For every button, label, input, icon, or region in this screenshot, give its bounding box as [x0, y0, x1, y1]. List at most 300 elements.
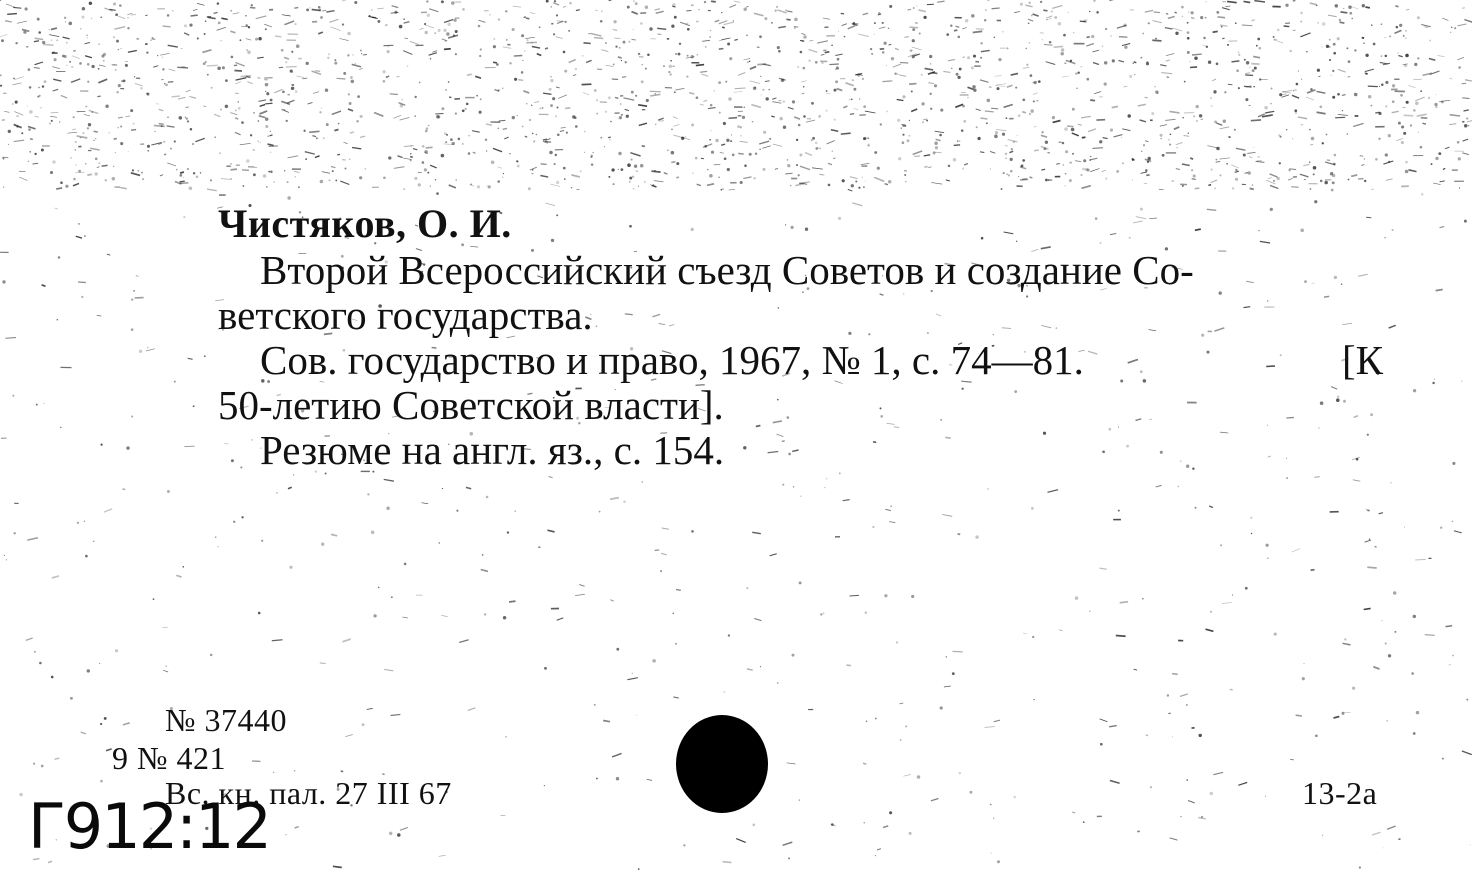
paper-speckle — [303, 130, 305, 132]
paper-speckle — [319, 111, 321, 113]
paper-speckle — [1153, 21, 1162, 23]
paper-speckle — [851, 184, 854, 187]
paper-speckle — [28, 128, 31, 131]
paper-speckle — [1120, 602, 1128, 603]
paper-speckle — [507, 531, 509, 533]
paper-speckle — [994, 135, 998, 139]
paper-speckle — [1102, 170, 1106, 172]
paper-speckle — [825, 52, 830, 53]
paper-speckle — [419, 82, 421, 84]
paper-speckle — [81, 732, 86, 734]
paper-speckle — [1423, 73, 1432, 75]
paper-speckle — [809, 49, 818, 52]
paper-speckle — [1087, 168, 1090, 171]
paper-speckle — [799, 581, 802, 584]
paper-speckle — [86, 35, 88, 37]
paper-speckle — [1405, 161, 1408, 164]
paper-speckle — [147, 347, 149, 349]
paper-speckle — [750, 81, 760, 84]
paper-speckle — [133, 123, 135, 125]
paper-speckle — [437, 115, 440, 118]
paper-speckle — [1451, 27, 1453, 29]
paper-speckle — [100, 780, 103, 783]
summary-line: Резюме на англ. яз., с. 154. — [260, 427, 725, 473]
paper-speckle — [441, 107, 444, 110]
paper-speckle — [190, 128, 193, 131]
paper-speckle — [655, 93, 656, 94]
paper-speckle — [509, 601, 515, 602]
paper-speckle — [99, 663, 100, 664]
paper-speckle — [49, 35, 59, 37]
paper-speckle — [1375, 546, 1377, 547]
paper-speckle — [1216, 123, 1222, 125]
paper-speckle — [897, 100, 904, 101]
paper-speckle — [1176, 169, 1180, 170]
paper-speckle — [554, 163, 556, 165]
paper-speckle — [513, 6, 521, 7]
paper-speckle — [19, 177, 27, 180]
paper-speckle — [997, 860, 1000, 863]
paper-speckle — [1353, 123, 1363, 126]
paper-speckle — [1464, 110, 1469, 111]
paper-speckle — [730, 140, 732, 142]
paper-speckle — [751, 105, 761, 108]
paper-speckle — [1003, 172, 1005, 174]
paper-speckle — [1223, 120, 1226, 123]
paper-speckle — [864, 822, 865, 823]
paper-speckle — [1245, 75, 1253, 76]
paper-speckle — [1140, 120, 1146, 122]
paper-speckle — [1072, 812, 1075, 813]
paper-speckle — [410, 153, 412, 155]
paper-speckle — [846, 83, 854, 86]
paper-speckle — [518, 80, 523, 81]
paper-speckle — [802, 93, 805, 94]
paper-speckle — [990, 804, 992, 806]
paper-speckle — [956, 73, 959, 76]
paper-speckle — [217, 27, 226, 30]
paper-speckle — [996, 84, 1006, 85]
paper-speckle — [51, 120, 53, 122]
paper-speckle — [728, 634, 730, 636]
paper-speckle — [343, 639, 351, 642]
paper-speckle — [759, 141, 769, 144]
paper-speckle — [2, 120, 5, 121]
paper-speckle — [897, 73, 898, 74]
paper-speckle — [704, 1, 706, 3]
paper-speckle — [72, 56, 80, 59]
paper-speckle — [179, 116, 183, 120]
paper-speckle — [647, 54, 650, 57]
paper-speckle — [950, 24, 952, 26]
paper-speckle — [69, 22, 73, 26]
paper-speckle — [935, 146, 938, 149]
paper-speckle — [260, 105, 265, 107]
paper-speckle — [186, 117, 188, 119]
paper-speckle — [240, 143, 251, 144]
paper-speckle — [119, 5, 120, 6]
paper-speckle — [959, 772, 961, 774]
paper-speckle — [172, 10, 174, 12]
paper-speckle — [1190, 67, 1197, 68]
paper-speckle — [1028, 2, 1030, 4]
paper-speckle — [680, 22, 690, 26]
paper-speckle — [762, 89, 764, 91]
paper-speckle — [632, 29, 633, 30]
paper-speckle — [762, 146, 770, 149]
paper-speckle — [189, 24, 192, 27]
paper-speckle — [917, 775, 921, 779]
paper-speckle — [184, 24, 187, 27]
paper-speckle — [871, 53, 873, 55]
paper-speckle — [1217, 17, 1225, 18]
paper-speckle — [1367, 567, 1376, 568]
paper-speckle — [729, 5, 736, 8]
paper-speckle — [306, 62, 309, 65]
paper-speckle — [1207, 209, 1216, 210]
paper-speckle — [1124, 46, 1127, 49]
paper-speckle — [207, 65, 218, 66]
paper-speckle — [812, 168, 823, 169]
paper-speckle — [623, 501, 626, 504]
paper-speckle — [641, 80, 644, 83]
paper-speckle — [95, 172, 98, 175]
paper-speckle — [1063, 34, 1066, 37]
paper-speckle — [888, 28, 889, 29]
paper-speckle — [27, 538, 38, 540]
paper-speckle — [1199, 114, 1202, 117]
paper-speckle — [1405, 30, 1406, 31]
paper-speckle — [1264, 106, 1267, 109]
paper-speckle — [128, 51, 137, 53]
paper-speckle — [612, 753, 622, 757]
paper-speckle — [763, 168, 766, 171]
paper-speckle — [253, 112, 255, 114]
paper-speckle — [2, 280, 5, 283]
paper-speckle — [1279, 162, 1281, 164]
paper-speckle — [696, 54, 698, 56]
paper-speckle — [1329, 59, 1331, 61]
paper-speckle — [1249, 157, 1252, 158]
paper-speckle — [605, 42, 607, 44]
paper-speckle — [560, 131, 564, 132]
paper-speckle — [1160, 134, 1163, 137]
paper-speckle — [1268, 177, 1272, 178]
paper-speckle — [1132, 158, 1134, 160]
paper-speckle — [1433, 183, 1440, 185]
paper-speckle — [1298, 117, 1307, 119]
paper-speckle — [1009, 151, 1013, 153]
paper-speckle — [1462, 122, 1464, 123]
paper-speckle — [1078, 125, 1082, 126]
paper-speckle — [241, 516, 243, 518]
paper-speckle — [456, 510, 458, 512]
paper-speckle — [80, 137, 82, 139]
paper-speckle — [805, 153, 812, 156]
paper-speckle — [361, 53, 362, 54]
paper-speckle — [936, 139, 941, 140]
paper-speckle — [993, 36, 995, 38]
paper-speckle — [1049, 18, 1051, 20]
paper-speckle — [600, 20, 603, 23]
paper-speckle — [116, 40, 119, 43]
paper-speckle — [1415, 97, 1424, 101]
paper-speckle — [1338, 114, 1348, 115]
paper-speckle — [676, 177, 679, 178]
paper-speckle — [1359, 866, 1361, 868]
paper-speckle — [123, 80, 126, 83]
paper-speckle — [1458, 57, 1465, 60]
paper-speckle — [545, 203, 555, 206]
paper-speckle — [523, 91, 529, 93]
paper-speckle — [1033, 93, 1038, 95]
paper-speckle — [220, 108, 222, 110]
paper-speckle — [967, 56, 970, 59]
paper-speckle — [1361, 165, 1364, 166]
paper-speckle — [1112, 106, 1118, 107]
paper-speckle — [656, 11, 664, 13]
paper-speckle — [831, 44, 833, 46]
paper-speckle — [118, 16, 125, 19]
paper-speckle — [571, 187, 572, 188]
paper-speckle — [1313, 166, 1317, 170]
paper-speckle — [676, 162, 679, 165]
paper-speckle — [1082, 186, 1091, 189]
paper-speckle — [1102, 45, 1104, 47]
paper-speckle — [776, 6, 778, 8]
paper-speckle — [425, 25, 434, 28]
paper-speckle — [388, 75, 390, 77]
paper-speckle — [1309, 129, 1311, 131]
paper-speckle — [882, 81, 892, 82]
paper-speckle — [410, 159, 412, 161]
paper-speckle — [1142, 598, 1143, 599]
paper-speckle — [337, 78, 346, 79]
paper-speckle — [397, 833, 401, 837]
paper-speckle — [306, 8, 309, 11]
paper-speckle — [928, 83, 934, 84]
paper-speckle — [626, 115, 629, 118]
paper-speckle — [1123, 86, 1127, 87]
paper-speckle — [34, 153, 36, 155]
paper-speckle — [1181, 6, 1184, 9]
paper-speckle — [1006, 117, 1008, 119]
paper-speckle — [715, 20, 720, 22]
paper-speckle — [1084, 20, 1088, 21]
paper-speckle — [1466, 699, 1468, 701]
paper-speckle — [70, 157, 72, 159]
paper-speckle — [674, 16, 677, 19]
paper-speckle — [1387, 826, 1396, 829]
paper-speckle — [135, 83, 143, 86]
paper-speckle — [438, 542, 440, 544]
paper-speckle — [1002, 133, 1005, 136]
paper-speckle — [868, 143, 869, 144]
paper-speckle — [1038, 80, 1041, 83]
paper-speckle — [675, 88, 684, 90]
paper-speckle — [115, 69, 117, 71]
paper-speckle — [430, 165, 437, 168]
paper-speckle — [645, 5, 648, 8]
paper-speckle — [928, 167, 931, 168]
paper-speckle — [247, 82, 252, 84]
paper-speckle — [746, 6, 749, 7]
paper-speckle — [104, 509, 112, 512]
paper-speckle — [246, 159, 249, 162]
paper-speckle — [1071, 128, 1075, 132]
paper-speckle — [401, 99, 403, 101]
paper-speckle — [272, 640, 283, 641]
paper-speckle — [1294, 89, 1297, 92]
paper-speckle — [1052, 116, 1055, 119]
paper-speckle — [1375, 158, 1378, 161]
paper-speckle — [160, 175, 163, 176]
paper-speckle — [154, 126, 165, 127]
paper-speckle — [236, 78, 247, 80]
paper-speckle — [1317, 91, 1326, 93]
paper-speckle — [1166, 54, 1174, 56]
paper-speckle — [342, 0, 351, 1]
paper-speckle — [1235, 171, 1239, 172]
paper-speckle — [263, 174, 266, 177]
paper-speckle — [81, 296, 83, 298]
paper-speckle — [1409, 170, 1417, 172]
paper-speckle — [655, 550, 660, 551]
paper-speckle — [654, 181, 664, 182]
paper-speckle — [1170, 838, 1178, 840]
paper-speckle — [503, 128, 507, 129]
paper-speckle — [373, 614, 376, 617]
paper-speckle — [235, 93, 239, 94]
paper-speckle — [549, 477, 553, 478]
paper-speckle — [113, 36, 115, 38]
paper-speckle — [87, 174, 92, 175]
paper-speckle — [288, 156, 299, 158]
paper-speckle — [1232, 61, 1240, 62]
paper-speckle — [76, 236, 82, 238]
paper-speckle — [770, 554, 777, 556]
paper-speckle — [1133, 63, 1134, 64]
paper-speckle — [73, 178, 76, 181]
paper-speckle — [1182, 164, 1190, 166]
paper-speckle — [98, 79, 107, 83]
paper-speckle — [0, 0, 1, 1]
paper-speckle — [257, 140, 259, 142]
paper-speckle — [130, 109, 133, 112]
paper-speckle — [1438, 56, 1445, 57]
paper-speckle — [902, 95, 905, 98]
paper-speckle — [1186, 779, 1188, 781]
paper-speckle — [331, 534, 337, 535]
paper-speckle — [78, 282, 86, 283]
paper-speckle — [193, 9, 198, 10]
paper-speckle — [1343, 643, 1351, 645]
punch-hole — [676, 715, 768, 813]
paper-speckle — [371, 9, 373, 11]
paper-speckle — [835, 54, 842, 55]
paper-speckle — [902, 141, 905, 144]
paper-speckle — [1371, 24, 1373, 26]
paper-speckle — [980, 42, 982, 44]
paper-speckle — [94, 131, 98, 132]
paper-speckle — [601, 11, 602, 12]
paper-speckle — [672, 6, 675, 7]
paper-speckle — [1277, 41, 1283, 43]
paper-speckle — [136, 276, 139, 277]
paper-speckle — [1116, 636, 1126, 637]
paper-speckle — [51, 676, 54, 679]
paper-speckle — [505, 736, 507, 738]
book-chamber-note: Вс. кн. пал. 27 III 67 — [165, 775, 452, 811]
paper-speckle — [1200, 16, 1203, 19]
paper-speckle — [1015, 87, 1017, 89]
paper-speckle — [1119, 37, 1127, 38]
paper-speckle — [802, 40, 804, 42]
paper-speckle — [207, 74, 209, 76]
paper-speckle — [1300, 174, 1309, 177]
paper-speckle — [994, 720, 1000, 722]
paper-speckle — [274, 89, 282, 93]
paper-speckle — [1331, 189, 1334, 192]
paper-speckle — [778, 50, 781, 53]
paper-speckle — [828, 163, 832, 165]
paper-speckle — [621, 60, 622, 61]
paper-speckle — [1205, 17, 1207, 19]
paper-speckle — [162, 57, 163, 58]
paper-speckle — [1450, 115, 1460, 116]
paper-speckle — [235, 132, 241, 134]
paper-speckle — [357, 95, 360, 98]
paper-speckle — [798, 174, 800, 176]
paper-speckle — [443, 29, 446, 32]
paper-speckle — [671, 162, 675, 163]
paper-speckle — [1232, 594, 1233, 595]
paper-speckle — [477, 185, 480, 188]
paper-speckle — [1122, 44, 1130, 46]
paper-speckle — [987, 0, 989, 1]
paper-speckle — [841, 133, 851, 134]
paper-speckle — [782, 484, 784, 486]
paper-speckle — [170, 148, 172, 150]
paper-speckle — [532, 47, 540, 49]
paper-speckle — [736, 839, 746, 843]
paper-speckle — [60, 181, 63, 184]
paper-speckle — [971, 14, 974, 17]
paper-speckle — [1180, 694, 1188, 697]
paper-speckle — [21, 132, 23, 134]
paper-speckle — [365, 168, 366, 169]
paper-speckle — [874, 22, 876, 24]
paper-speckle — [290, 70, 293, 73]
paper-speckle — [270, 152, 271, 153]
paper-speckle — [1122, 129, 1130, 131]
paper-speckle — [1172, 674, 1178, 675]
paper-speckle — [1034, 126, 1037, 127]
paper-speckle — [600, 137, 602, 139]
paper-speckle — [630, 153, 640, 156]
paper-speckle — [852, 203, 862, 206]
paper-speckle — [858, 34, 869, 37]
paper-speckle — [1462, 751, 1472, 755]
paper-speckle — [1418, 132, 1419, 133]
paper-speckle — [258, 78, 261, 79]
paper-speckle — [403, 188, 405, 190]
paper-speckle — [1365, 69, 1374, 72]
paper-speckle — [1291, 187, 1298, 188]
paper-speckle — [553, 33, 555, 35]
paper-speckle — [59, 121, 60, 122]
paper-speckle — [38, 87, 40, 89]
